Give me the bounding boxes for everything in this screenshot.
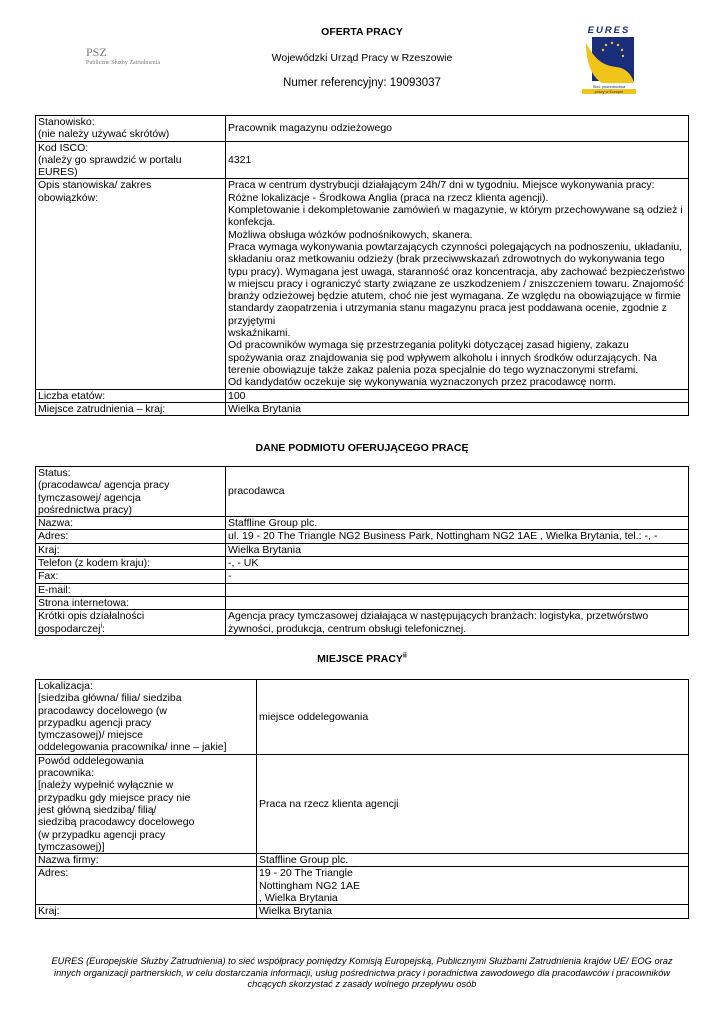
eures-emblem-icon [582, 37, 636, 85]
table-row [36, 402, 689, 415]
job-label: Miejsce zatrudnienia – kraj: [36, 402, 226, 415]
employer-label: Kraj: [36, 543, 226, 556]
psz-logo-name: Publiczne Służby Zatrudnienia [86, 60, 160, 66]
reference-number: Numer referencyjny: 19093037 [283, 77, 441, 89]
eures-tagline-2: pracy w Europie [582, 89, 636, 94]
employer-value: Agencja pracy tymczasowej działająca w następujących branżach: logistyka, przetwórstwo żywności, produkcja, centrum obsługi telefonicznej. [226, 610, 689, 636]
job-value: 4321 [226, 141, 689, 179]
employer-label: Strona internetowa: [36, 596, 226, 609]
workplace-label: Kraj: [36, 905, 257, 918]
workplace-value: Wielka Brytania [257, 905, 689, 918]
table-row [36, 179, 689, 389]
employer-label: Telefon (z kodem kraju): [36, 557, 226, 570]
table-row [36, 583, 689, 596]
employer-label: Nazwa: [36, 517, 226, 530]
table-row [36, 116, 689, 142]
job-label: Liczba etatów: [36, 389, 226, 402]
employer-label-cell [36, 610, 226, 636]
workplace-label: Nazwa firmy: [36, 854, 257, 867]
table-row [36, 867, 689, 905]
workplace-value: Staffline Group plc. [257, 854, 689, 867]
eures-logo [582, 25, 636, 95]
table-row [36, 517, 689, 530]
eures-logo-text: EURES [587, 25, 631, 36]
job-value: 100 [226, 389, 689, 402]
employer-value: ul. 19 - 20 The Triangle NG2 Business Park, Nottingham NG2 1AE , Wielka Brytania, tel.: -, - [226, 530, 689, 543]
table-row [36, 530, 689, 543]
job-label: Opis stanowiska/ zakres obowiązków: [36, 179, 226, 389]
workplace-value: 19 - 20 The Triangle Nottingham NG2 1AE , Wielka Brytania [257, 867, 689, 905]
employer-value: - [226, 570, 689, 583]
employer-label: Status: (pracodawca/ agencja pracy tymczasowej/ agencja pośrednictwa pracy) [36, 467, 226, 517]
psz-logo-abbr: PSZ [86, 45, 107, 59]
employer-label: Krótki opis działalności gospodarczej [38, 610, 145, 635]
workplace-heading-text: MIEJSCE PRACY [317, 653, 403, 665]
table-row [36, 570, 689, 583]
footnote-marker: ii [402, 652, 407, 660]
eures-tagline-1: Sieć pośrednictwa [592, 84, 626, 89]
table-row [36, 141, 689, 179]
job-value: Wielka Brytania [226, 402, 689, 415]
employer-heading: DANE PODMIOTU OFERUJĄCEGO PRACĘ [255, 442, 469, 454]
table-row [36, 905, 689, 918]
table-row [36, 854, 689, 867]
workplace-value: Praca na rzecz klienta agencji [257, 754, 689, 853]
job-table [35, 115, 689, 416]
employer-label: Fax: [36, 570, 226, 583]
workplace-table [35, 679, 689, 919]
employer-label: E-mail: [36, 583, 226, 596]
job-description: Praca w centrum dystrybucji działającym 24h/7 dni w tygodniu. Miejsce wykonywania pracy: Różne lokalizacje - Środkowa Anglia (praca na rzecz klienta agencji). Kompletowanie i dekompletowanie zamówień w magazynie, w którym przechowywane są odzież i konfekcja. Możliwa obsługa wózków podnośnikowych, skanera. Praca wymaga wykonywania powtarzających czynności polegających na podnoszeniu, układaniu, składaniu oraz metkowaniu odzieży (brak przeciwwskazań zdrowotnych do wykonywania tego typu pracy). Wymagana jest uwaga, staranność oraz koncentracja, aby zachować bezpieczeństwo w miejscu pracy i ograniczyć starty związane ze uszkodzeniem / zniszczeniem towaru. Znajomość branży odzieżowej będzie atutem, choć nie jest wymagana. Ze względu na obowiązujące w firmie standardy zaopatrzenia i utrzymania stanu magazynu praca jest poddawana ocenie, zgodnie z przyjętymi wskaźnikami. Od pracowników wymaga się przestrzegania polityki dotyczącej zasad higieny, zakazu spożywania oraz znajdowania się pod wpływem alkoholu i innych środków odurzających. Na terenie obowiązuje także zakaz palenia poza specjalnie do tego wyznaczonymi strefami. Od kandydatów oczekuje się wykonywania wyznaczonych przez pracodawcę norm. [226, 179, 689, 389]
table-row [36, 610, 689, 636]
table-row [36, 389, 689, 402]
label-suffix: : [102, 622, 105, 635]
workplace-label: Adres: [36, 867, 257, 905]
workplace-value: miejsce oddelegowania [257, 680, 689, 755]
table-row [36, 557, 689, 570]
employer-value: -, - UK [226, 557, 689, 570]
office-name: Wojewódzki Urząd Pracy w Rzeszowie [271, 52, 453, 64]
employer-label: Adres: [36, 530, 226, 543]
workplace-heading [212, 653, 512, 665]
footnote-marker: i [100, 622, 103, 630]
employer-value [226, 583, 689, 596]
workplace-label: Powód oddelegowania pracownika: [należy wypełnić wyłącznie w przypadku gdy miejsce pracy nie jest główną siedzibą/ filią/ siedzibą pracodawcy docelowego (w przypadku agencji pracy tymczasowej)] [36, 754, 257, 853]
employer-value: Staffline Group plc. [226, 517, 689, 530]
employer-table [35, 466, 689, 636]
workplace-label: Lokalizacja: [siedziba główna/ filia/ siedziba pracodawcy docelowego (w przypadku agencji pracy tymczasowej)/ miejsce oddelegowania pracownika/ inne – jakie] [36, 680, 257, 755]
employer-value: pracodawca [226, 467, 689, 517]
footer-note: EURES (Europejskie Służby Zatrudnienia) to sieć współpracy pomiędzy Komisją Europejską, Publicznymi Służbami Zatrudnienia krajów UE/ EOG oraz innych organizacji partnerskich, w celu dostarczania informacji, usług pośrednictwa pracy i poradnictwa zawodowego dla pracodawców i pracowników chcących skorzystać z zasady wolnego przepływu osób [51, 956, 673, 989]
document-title: OFERTA PRACY [321, 26, 403, 38]
psz-logo [86, 46, 206, 72]
table-row [36, 754, 689, 853]
table-row [36, 596, 689, 609]
table-row [36, 680, 689, 755]
employer-value: Wielka Brytania [226, 543, 689, 556]
job-label: Stanowisko: (nie należy używać skrótów) [36, 116, 226, 142]
table-row [36, 543, 689, 556]
employer-value [226, 596, 689, 609]
job-value: Pracownik magazynu odzieżowego [226, 116, 689, 142]
job-label: Kod ISCO: (należy go sprawdzić w portalu EURES) [36, 141, 226, 179]
table-row [36, 467, 689, 517]
